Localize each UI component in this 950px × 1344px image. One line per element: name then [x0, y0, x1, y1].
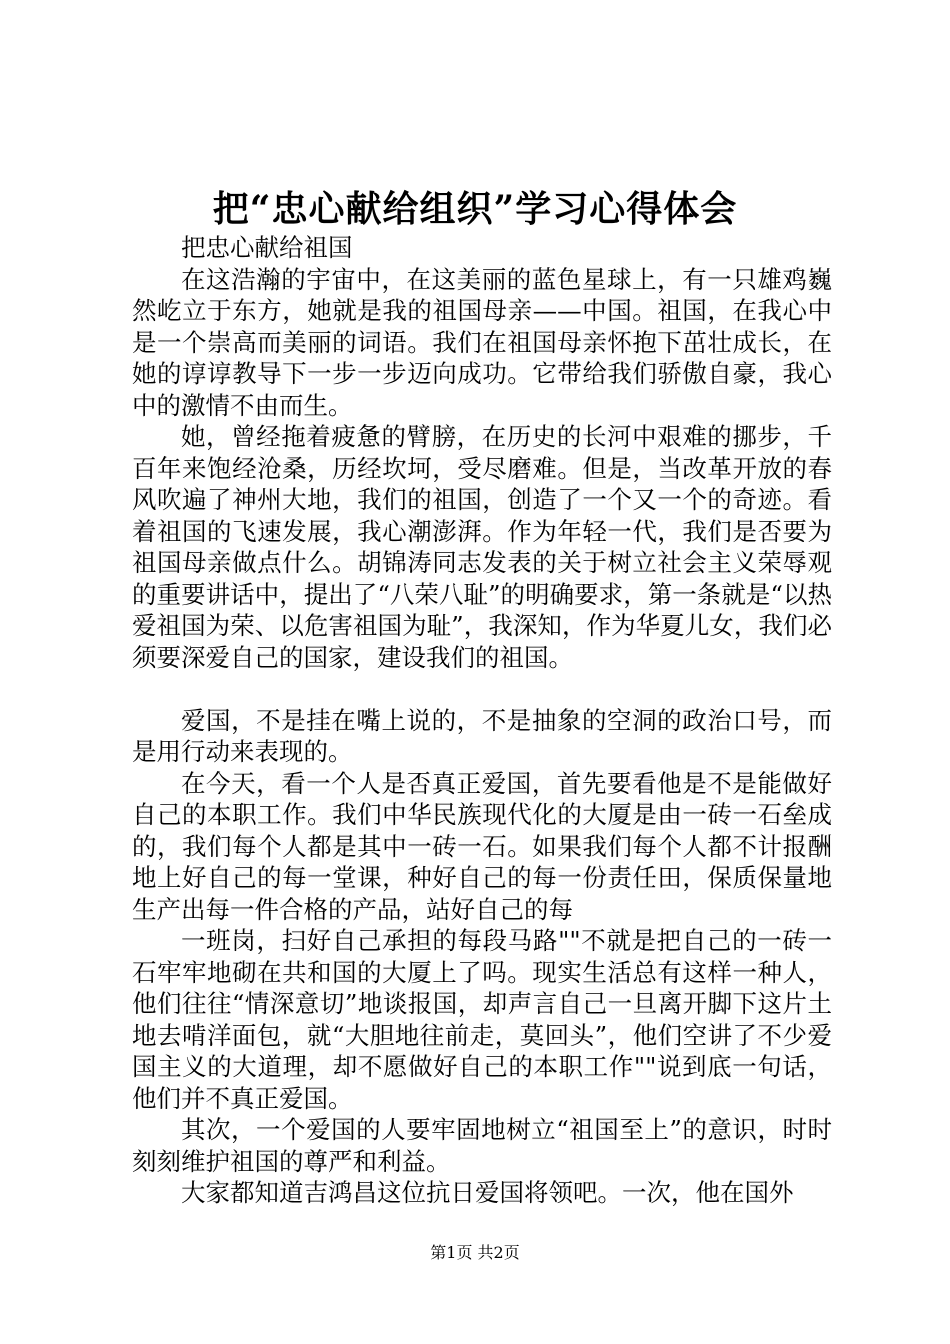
paragraph: 其次，一个爱国的人要牢固地树立“祖国至上”的意识，时时刻刻维护祖国的尊严和利益。: [132, 1115, 832, 1176]
blank-line: [132, 673, 832, 705]
paragraph-heading: 把忠心献给祖国: [181, 233, 353, 262]
document-title: 把“忠心献给组织”学习心得体会: [212, 188, 738, 230]
paragraph: 在今天，看一个人是否真正爱国，首先要看他是不是能做好自己的本职工作。我们中华民族现代化的大厦是由一砖一石垒成的，我们每个人都是其中一砖一石。如果我们每个人都不计报酬地上好自己的每一堂课，种好自己的每一份责任田，保质保量地生产出每一件合格的产品，站好自己的每: [132, 768, 832, 924]
page-footer: 第1页 共2页: [430, 1243, 520, 1262]
paragraph: 大家都知道吉鸿昌这位抗日爱国将领吧。一次，他在国外: [181, 1178, 794, 1207]
paragraph: 她，曾经拖着疲惫的臂膀，在历史的长河中艰难的挪步，千百年来饱经沧桑，历经坎坷，受尽磨难。但是，当改革开放的春风吹遍了神州大地，我们的祖国，创造了一个又一个的奇迹。看着祖国的飞速发展，我心潮澎湃。作为年轻一代，我们是否要为祖国母亲做点什么。胡锦涛同志发表的关于树立社会主义荣辱观的重要讲话中，提出了“八荣八耻”的明确要求，第一条就是“以热爱祖国为荣、以危害祖国为耻”，我深知，作为华夏儿女，我们必须要深爱自己的国家，建设我们的祖国。: [132, 422, 832, 672]
paragraph: 在这浩瀚的宇宙中，在这美丽的蓝色星球上，有一只雄鸡巍然屹立于东方，她就是我的祖国母亲——中国。祖国，在我心中是一个崇高而美丽的词语。我们在祖国母亲怀抱下茁壮成长，在她的谆谆教导下一步一步迈向成功。它带给我们骄傲自豪，我心中的激情不由而生。: [132, 264, 832, 420]
document-body: [132, 232, 832, 1209]
paragraph: 一班岗，扫好自己承担的每段马路""不就是把自己的一砖一石牢牢地砌在共和国的大厦上了吗。现实生活总有这样一种人，他们往往“情深意切”地谈报国，却声言自己一旦离开脚下这片土地去啃洋面包，就“大胆地往前走，莫回头”，他们空讲了不少爱国主义的大道理，却不愿做好自己的本职工作""说到底一句话，他们并不真正爱国。: [132, 926, 832, 1113]
paragraph: 爱国，不是挂在嘴上说的，不是抽象的空洞的政治口号，而是用行动来表现的。: [132, 705, 832, 766]
